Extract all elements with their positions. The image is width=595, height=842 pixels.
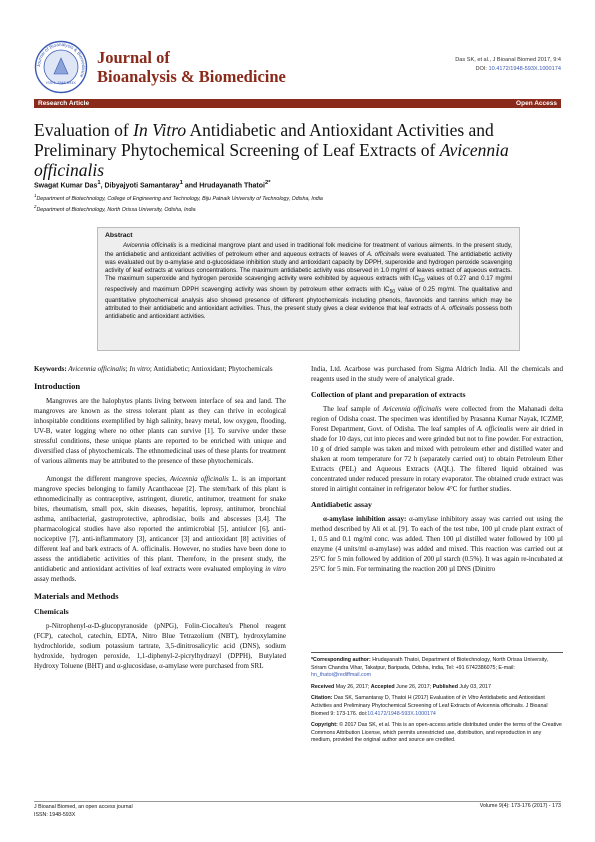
article-title — [34, 120, 554, 180]
abstract-part: values of 0.27 and 0.17 mg/ml respectively and maximum DPPH scavenging activity was shown by petroleum ether extracts with IC — [105, 275, 512, 293]
article-type-bar — [34, 99, 561, 108]
keywords — [34, 364, 286, 374]
intro-paragraph-2 — [34, 474, 286, 584]
header-citation — [455, 56, 561, 74]
chemicals-continued: India, Ltd. Acarbose was purchased from Sigma Aldrich India. All the chemicals and reagents used in the study were of analytical grade. — [311, 365, 563, 383]
amylase-paragraph — [311, 514, 563, 574]
antidiabetic-heading: Antidiabetic assay — [311, 500, 372, 509]
author: and Hrudayanath Thatoi — [182, 182, 265, 190]
citation-part: Das SK, Samantaray D, Thatoi H (2017) Evaluation of — [332, 695, 462, 702]
abstract-heading: Abstract — [105, 232, 133, 239]
footer-page-info: Volume 9(4): 173-176 (2017) - 173 — [479, 803, 561, 809]
footer-journal-info — [34, 803, 133, 819]
keyword-italic: In vitro — [129, 365, 150, 373]
doi-line — [455, 65, 561, 74]
corresponding-author — [311, 657, 563, 680]
journal-title-line1: Journal of — [97, 48, 170, 67]
author: , Dibyajyoti Samantaray — [100, 182, 180, 190]
date-value: May 26, 2017; — [334, 683, 371, 690]
research-article-label: Research Article — [38, 100, 90, 107]
para-part: Amongst the different mangrove species, — [46, 475, 170, 483]
para-part: were air dried in shade for 10 days, cut into pieces and were grinded but not to fine powder. For extraction, 10 g of dried sample was taken and mixed with petroleum ether and distilled water and shaken at room temperature for 72 h (separately carried out) to obtain Petroleum Ether Extracts (PEL) and Aqueous Extracts (AQL). The filtered liquid obtained was concentrated under reduced pressure in rotary evaporator. The obtained crude extract was stored in airtight container in refrigerator below 4°C for further studies. — [311, 425, 564, 493]
affiliation-2 — [34, 203, 323, 214]
doi-link[interactable]: 10.4172/1948-593X.1000174 — [488, 66, 561, 72]
title-part: Evaluation of — [34, 120, 134, 140]
corr-email-link[interactable]: hn_thatoi@rediffmail.com — [311, 672, 372, 679]
correspondence-box — [311, 652, 563, 749]
journal-header — [34, 38, 561, 90]
para-part: assay methods. — [34, 575, 77, 583]
affiliation-sup: 1 — [34, 193, 37, 198]
doi-label: DOI: — [475, 66, 489, 72]
abstract-italic: A. officinalis — [440, 304, 474, 312]
para-italic: in vitro — [265, 565, 287, 573]
abstract-text — [105, 242, 512, 321]
keyword-rest: ; Antidiabetic; Antioxidant; Phytochemicals — [149, 365, 273, 373]
para-italic: A. officinalis — [476, 425, 514, 433]
journal-title-line2: Bioanalysis & Biomedicine — [97, 67, 286, 86]
author-sup: 2* — [264, 180, 271, 186]
abstract-part: possess both antidiabetic and antioxidant activities. — [105, 304, 513, 321]
logo-issn: ISSN: 1948-593X — [46, 81, 76, 85]
date-label: Accepted — [370, 683, 395, 690]
para-part: were collected from the Mahanadi delta region of Odisha coast. The specimen was identified by Prasanna Kumar Nayak, ICZMP, Forest Department, Govt. of Odisha. The leaf samples of — [311, 405, 563, 433]
abstract-italic: Avicennia officinalis — [123, 242, 177, 250]
corr-text: Hrudayanath Thatoi, Department of Biotechnology, North Orissa University, Sriram Chandra Vihar, Takatpur, Baripada, Odisha, India, Tel: +91 6742386075; E-mail: — [311, 657, 548, 671]
footer-divider — [34, 801, 561, 802]
footer-journal-line: J Bioanal Biomed, an open access journal — [34, 804, 133, 810]
affiliation-1 — [34, 192, 323, 203]
citation-line — [311, 695, 563, 718]
journal-title — [97, 48, 286, 86]
left-column — [34, 364, 286, 671]
affiliations — [34, 192, 323, 214]
affiliation-text: Department of Biotechnology, North Orissa University, Odisha, India — [36, 206, 196, 213]
para-part: The leaf sample of — [323, 405, 383, 413]
collection-heading: Collection of plant and preparation of extracts — [311, 390, 466, 399]
corr-label: *Corresponding author: — [311, 657, 371, 663]
citation-doi-link[interactable]: 10.4172/1948-593X.1000174 — [367, 710, 436, 717]
abstract-part: were evaluated. The antidiabetic activity was evaluated out by α-amylase and α-glucosidase inhibition study and antioxidant capacity by DPPH, superoxide and hydrogen peroxide scavenging activity of leaf extracts at various concentrations. The maximum antidiabetic activity was observed in 1.0 mg/ml of leaves extract of aqueous extracts. The maximum superoxide and hydrogen peroxide scavenging activity were exhibited by aqueous extracts with IC — [105, 250, 513, 283]
date-value: July 03, 2017 — [457, 683, 491, 690]
author-list — [34, 180, 270, 189]
affiliation-sup: 2 — [34, 203, 37, 209]
citation-short: Das SK, et al., J Bioanal Biomed 2017, 9:4 — [455, 57, 561, 63]
author: Swagat Kumar Das — [34, 182, 98, 190]
para-part: α-amylase inhibitory assay was carried out using the method described by Ali et al. [9]. To each of the test tube, 100 µl crude plant extract of 1, 0.5 and 0.1 mg/ml conc. was added. Then 100 µl distilled water followed by 100 µl enzyme (4 units/ml α-amylase) was added and mixed. This reaction was carried out at 25°C for 5 min followed by addition of 200 µl starch (0.5%). It was again re-incubated at 25°C for 5 min. For terminating the reaction 200 µl DNS (Dinitro — [311, 515, 563, 573]
citation-label: Citation: — [311, 695, 333, 702]
keyword-sep: ; — [125, 365, 130, 373]
chemicals-heading: Chemicals — [34, 607, 69, 616]
author-sup: 1 — [179, 180, 183, 186]
abstract-sub: 50 — [418, 278, 425, 285]
title-part: Antidiabetic and Antioxidant Activities and Preliminary Phytochemical Screening of Leaf Extracts of — [34, 120, 494, 160]
affiliation-text: Department of Biotechnology, College of Engineering and Technology, Biju Patnaik University of Technology, Odisha, India — [36, 195, 323, 202]
abstract-sub: 50 — [389, 289, 396, 296]
footer-issn-line: ISSN: 1948-593X — [34, 812, 76, 818]
citation-italic: In Vitro — [461, 695, 479, 702]
chemicals-paragraph: p-Nitrophenyl-α-D-glucopyranoside (pNPG), Folin-Ciocalteu's Phenol reagent (FCP), catechol, catechin, EDTA, Nitro Blue Tetrazolium (NBT), hydroxylamine hydrochloride, sodium potassium tartrate, 3,5-dinitrosalicylic acid (DNS), sodium hydroxide, hydrogen peroxide, 1,1-diphenyl-2-picrylhydrazyl (DPPH), Butylated Hydroxy Toluene (BHT) and α-glucosidase, α-amylase were purchased from SRL — [34, 622, 286, 670]
date-value: June 26, 2017; — [394, 683, 433, 690]
copyright-text: © 2017 Das SK, et al. This is an open-access article distributed under the terms of the Creative Commons Attribution License, which permits unrestricted use, distribution, and reproduction in any medium, provided the original author and source are credited. — [311, 722, 562, 744]
copyright-label: Copyright: — [311, 722, 338, 729]
para-bold: α-amylase inhibition assay: — [323, 515, 407, 523]
title-italic: Avicennia officinalis — [34, 140, 509, 180]
title-italic: In Vitro — [133, 120, 187, 140]
citation-part: Antidiabetic and Antioxidant Activities and Preliminary Phytochemical Screening of Leaf Extracts of Avicennia officinalis. J Bioanal Biomed 9: 173-176. doi: — [311, 695, 548, 717]
methods-heading: Materials and Methods — [34, 591, 119, 601]
copyright-line — [311, 722, 563, 745]
keyword-italic: Avicennia officinalis — [66, 365, 126, 373]
keywords-label: Keywords: — [34, 365, 67, 373]
abstract-box — [97, 227, 520, 351]
right-column — [311, 364, 563, 574]
date-label: Published — [432, 683, 458, 690]
abstract-part: is a medicinal mangrove plant and used in traditional folk medicine for treatment of various ailments. In the present study, the antidiabetic and antioxidant activities of petroleum ether and aqueous extracts of leaves of — [105, 242, 513, 258]
intro-paragraph-1: Mangroves are the halophytes plants living between interface of sea and land. The mangroves are known as the stress tolerant plant as they can thrive in ecological inhospitable conditions exemplified by high salinity, heavy metal, low oxygen, flooding, UV-B, water logging where no other plants can survive [1]. To survive under these stressful conditions, these unique plants are reported to be enriched with unique and diversified class of phytochemicals. The ethnomedicinal uses of these plants for treatment of various ailments may be attributed to the presence of these phytochemicals. — [34, 397, 286, 465]
abstract-italic: A. officinalis — [366, 250, 400, 258]
para-italic: Avicennia officinalis — [170, 475, 229, 483]
logo-ring-text: Journal of Bioanalysis & Biomedicine — [35, 41, 87, 79]
dates-line — [311, 684, 563, 692]
journal-logo-icon — [34, 40, 88, 94]
open-access-label: Open Access — [516, 100, 557, 107]
collection-paragraph — [311, 404, 563, 494]
author-sup: 1 — [97, 180, 101, 186]
intro-heading: Introduction — [34, 381, 81, 391]
date-label: Received — [311, 683, 335, 690]
para-part: L. is an important mangrove species belonging to family Acanthaceae [2]. The stem/bark of this plant is ethnomedicinally as contraceptive, astringent, diuretic, antitumor, treatment for snake bites, rheumatism, small pox, skin diseases, hepatitis, leprosy, antitumor, bronchial asthma, antibacterial, gastroprotective, aphrodisiac, boils and abscesses [3,4]. The pharmacological studies have also reported the antimicrobial [5], antiulcer [6], anti-nociceptive [7], anti-inflammatory [3], anticancer [3] and antioxidant [8] activities of different leaf and bark extracts of A. officinalis. However, no studies have been done to assess the antidiabetic activities of this plant. Therefore, in the present study, the antidiabetic and antioxidant activities of leaf extracts were evaluated employing — [34, 475, 286, 573]
abstract-part: value of 0.25 mg/ml. The qualitative and quantitative phytochemical analysis also showed presence of different phytochemicals including phenols, flavonoids and tannins which may be attributed to their antidiabetic and antioxidant activities. Thus, the present study gives a clear evidence that leaf extracts of — [105, 286, 513, 312]
para-italic: Avicennia officinalis — [382, 405, 442, 413]
